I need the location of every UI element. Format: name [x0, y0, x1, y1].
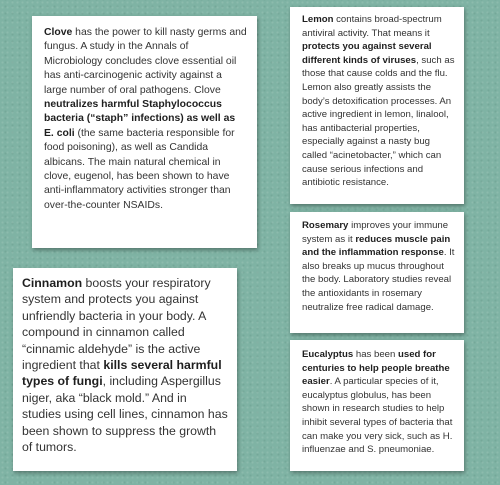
clove-card [32, 16, 257, 248]
eucalyptus-highlight: used for centuries to help people breathe easier [302, 349, 450, 388]
rosemary-text [302, 219, 456, 314]
clove-text-1: has the power to kill nasty germs and fungus. A study in the Annals of Microbiology concludes clove essential oil has anti-carcinogenic activity against a large number of oral pathogens. Clove [44, 27, 247, 96]
rosemary-card [290, 212, 464, 333]
clove-text-2: (the same bacteria responsible for food poisoning), as well as Candida albicans. The main natural chemical in clove, eugenol, has been shown to have anti-inflammatory activities stronger than over-the-counter NSAIDs. [44, 127, 235, 211]
eucalyptus-text-2: . A particular species of it, eucalyptus globulus, has been shown in research studies to help inhibit several types of bacteria that can make you very sick, such as H. influenzae and S. pneumoniae. [302, 376, 453, 456]
eucalyptus-title: Eucalyptus [302, 349, 354, 360]
rosemary-text-1: improves your immune system as it [302, 220, 449, 245]
eucalyptus-card [290, 340, 464, 471]
clove-text [44, 26, 247, 213]
cinnamon-highlight: kills several harmful types of fungi [22, 358, 222, 389]
clove-title: Clove [44, 27, 73, 38]
cinnamon-text-2: , including Aspergillus niger, aka “black mold.” And in studies using cell lines, cinnamon has been shown to suppress the growth of tumors. [22, 374, 228, 455]
cinnamon-title: Cinnamon [22, 276, 83, 290]
clove-highlight: neutralizes harmful Staphylococcus bacteria (“staph” infections) as well as E. coli [44, 99, 236, 139]
eucalyptus-text-1: has been [353, 349, 398, 360]
lemon-text-1: contains broad-spectrum antiviral activity. That means it [302, 14, 442, 39]
cinnamon-card [13, 268, 237, 471]
lemon-card [290, 7, 464, 204]
lemon-title: Lemon [302, 14, 334, 25]
lemon-text-2: , such as those that cause colds and the flu. Lemon also greatly assists the body’s detoxification processes. An active ingredient in lemon, linalool, has antibacterial properties, especially against a nasty bug called “acinetobacter,” which can cause serious infections and antibiotic resistance. [302, 54, 455, 189]
rosemary-text-2: . It also breaks up mucus throughout the body. Laboratory studies reveal the antioxidants in rosemary neutralize free radical damage. [302, 247, 455, 313]
rosemary-title: Rosemary [302, 220, 349, 231]
eucalyptus-text [302, 348, 456, 457]
cinnamon-text-1: boosts your respiratory system and protects you against unfriendly bacteria in your body. A compound in cinnamon called “cinnamic aldehyde” is the active ingredient that [22, 276, 211, 373]
cinnamon-text [22, 275, 229, 455]
rosemary-highlight: reduces muscle pain and the inflammation response [302, 233, 451, 259]
lemon-text [302, 13, 456, 190]
lemon-highlight: protects you against several different kinds of viruses [302, 41, 432, 66]
